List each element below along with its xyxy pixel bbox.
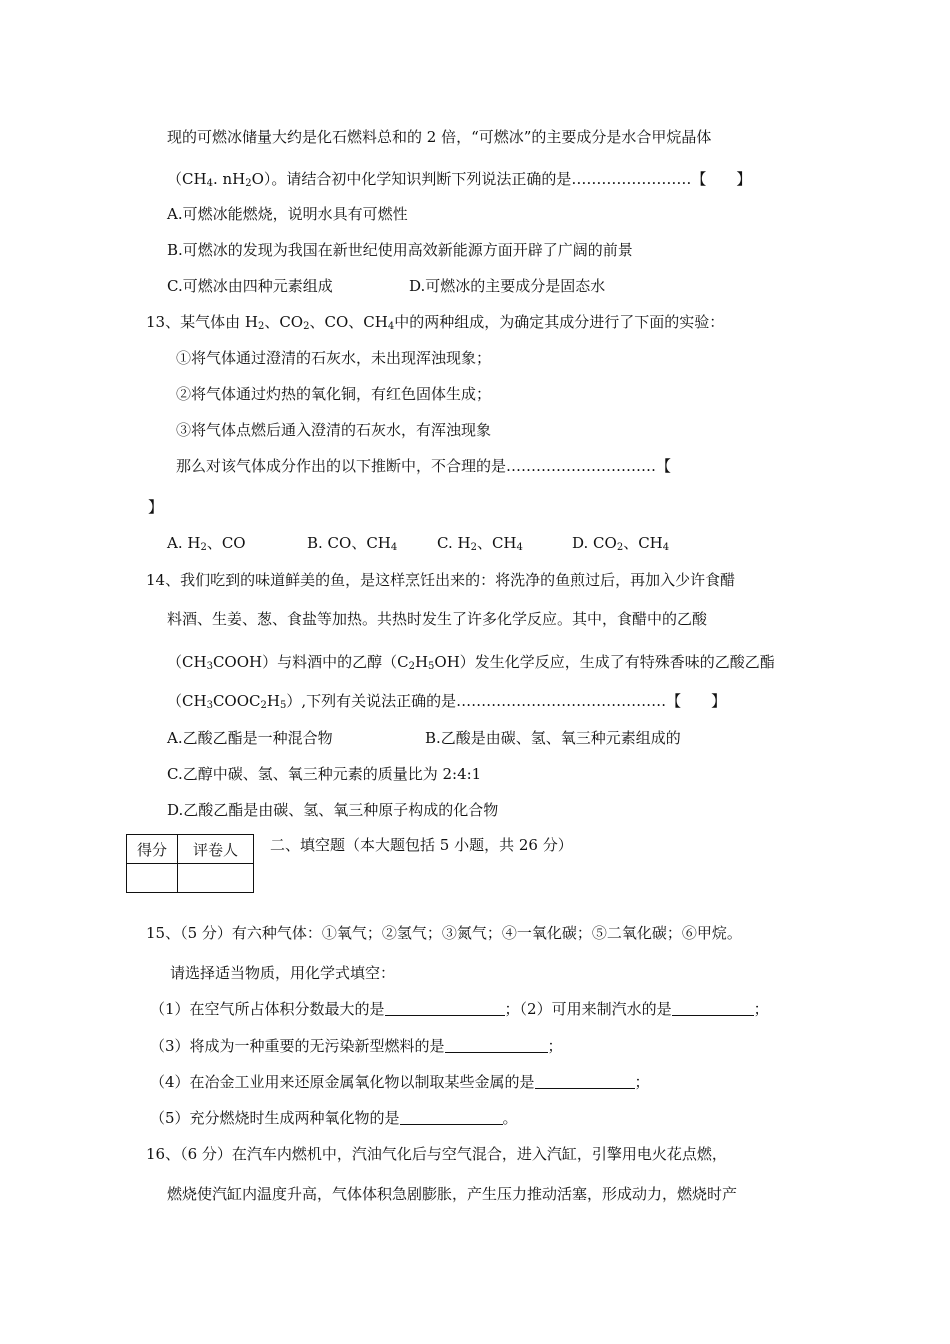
q15-blank-4: （4）在冶金工业用来还原金属氧化物以制取某些金属的是 ； (150, 1073, 650, 1091)
q14-option-a: A.乙酸乙酯是一种混合物 (167, 729, 333, 747)
section2-title: 二、填空题（本大题包括 5 小题，共 26 分） (270, 836, 573, 854)
answer-blank-2[interactable] (672, 1001, 754, 1016)
q14-option-d: D.乙酸乙酯是由碳、氢、氧三种原子构成的化合物 (167, 801, 499, 819)
q13-option-c: C. $H_2$、$CH_4$ (437, 534, 523, 553)
q14-line1: 14、我们吃到的味道鲜美的鱼，是这样烹饪出来的：将洗净的鱼煎过后，再加入少许食醋 (146, 571, 736, 589)
q15-blank-3: （3）将成为一种重要的无污染新型燃料的是 ； (150, 1037, 563, 1055)
q15-instruction: 请选择适当物质，用化学式填空： (170, 964, 396, 982)
answer-blank-4[interactable] (535, 1074, 635, 1089)
score-cell (127, 864, 178, 893)
q15-blank-1-2: （1）在空气所占体积分数最大的是 ；（2）可用来制汽水的是 ； (150, 1000, 769, 1018)
q12-option-d: D.可燃冰的主要成分是固态水 (409, 277, 606, 295)
q15-stem: 15、（5 分）有六种气体：①氧气；②氢气；③氮气；④一氧化碳；⑤二氧化碳；⑥甲烷。 (146, 924, 742, 942)
grader-header: 评卷人 (178, 835, 254, 864)
answer-blank-3[interactable] (445, 1038, 548, 1053)
score-header: 得分 (127, 835, 178, 864)
q12-option-b: B.可燃冰的发现为我国在新世纪使用高效新能源方面开辟了广阔的前景 (167, 241, 633, 259)
q14-option-b: B.乙酸是由碳、氢、氧三种元素组成的 (425, 729, 681, 747)
q13-option-b: B. CO、$CH_4$ (307, 534, 398, 553)
q14-line3: $(CH_3COOH)$与料酒中的乙醇$(C_2H_5OH)$发生化学反应，生成了有特殊香味的乙酸乙酯 (167, 653, 775, 672)
q13-stem: 13、某气体由 $H_2$、$CO_2$、CO、$CH_4$中的两种组成，为确定其成分进行了下面的实验： (146, 313, 725, 332)
q13-bracket-close: 】 (148, 498, 164, 516)
q12-option-c: C.可燃冰由四种元素组成 (167, 277, 333, 295)
q12-line1: 现的可燃冰储量大约是化石燃料总和的 2 倍，“可燃冰”的主要成分是水合甲烷晶体 (167, 128, 712, 146)
q14-line2: 料酒、生姜、葱、食盐等加热。共热时发生了许多化学反应。其中，食醋中的乙酸 (167, 610, 708, 628)
q13-question: 那么对该气体成分作出的以下推断中，不合理的是…………………………【 (176, 457, 672, 475)
q13-step-2: ②将气体通过灼热的氧化铜，有红色固体生成； (176, 385, 492, 403)
grader-cell (178, 864, 254, 893)
q13-step-1: ①将气体通过澄清的石灰水，未出现浑浊现象； (176, 349, 492, 367)
answer-blank-1[interactable] (385, 1001, 505, 1016)
q14-line4: $(CH_3COOC_2H_5)$,下列有关说法正确的是……………………………………【 】 (167, 692, 727, 711)
q16-line2: 燃烧使汽缸内温度升高，气体体积急剧膨胀，产生压力推动活塞，形成动力，燃烧时产 (167, 1185, 738, 1203)
q14-option-c: C.乙醇中碳、氢、氧三种元素的质量比为 2:4:1 (167, 765, 482, 783)
q13-option-d: D. $CO_2$、$CH_4$ (572, 534, 670, 553)
answer-blank-5[interactable] (400, 1110, 503, 1125)
q13-step-3: ③将气体点燃后通入澄清的石灰水，有浑浊现象 (176, 421, 492, 439)
score-box (126, 834, 254, 893)
q13-option-a: A. $H_2$、CO (167, 534, 246, 553)
q12-line2: （$CH_4$. $nH_2O$）。请结合初中化学知识判断下列说法正确的是……………………【 】 (167, 170, 752, 189)
q16-line1: 16、（6 分）在汽车内燃机中，汽油气化后与空气混合，进入汽缸，引擎用电火花点燃， (146, 1145, 727, 1163)
q15-blank-5: （5）充分燃烧时生成两种氧化物的是 。 (150, 1109, 518, 1127)
q12-option-a: A.可燃冰能燃烧，说明水具有可燃性 (167, 205, 408, 223)
